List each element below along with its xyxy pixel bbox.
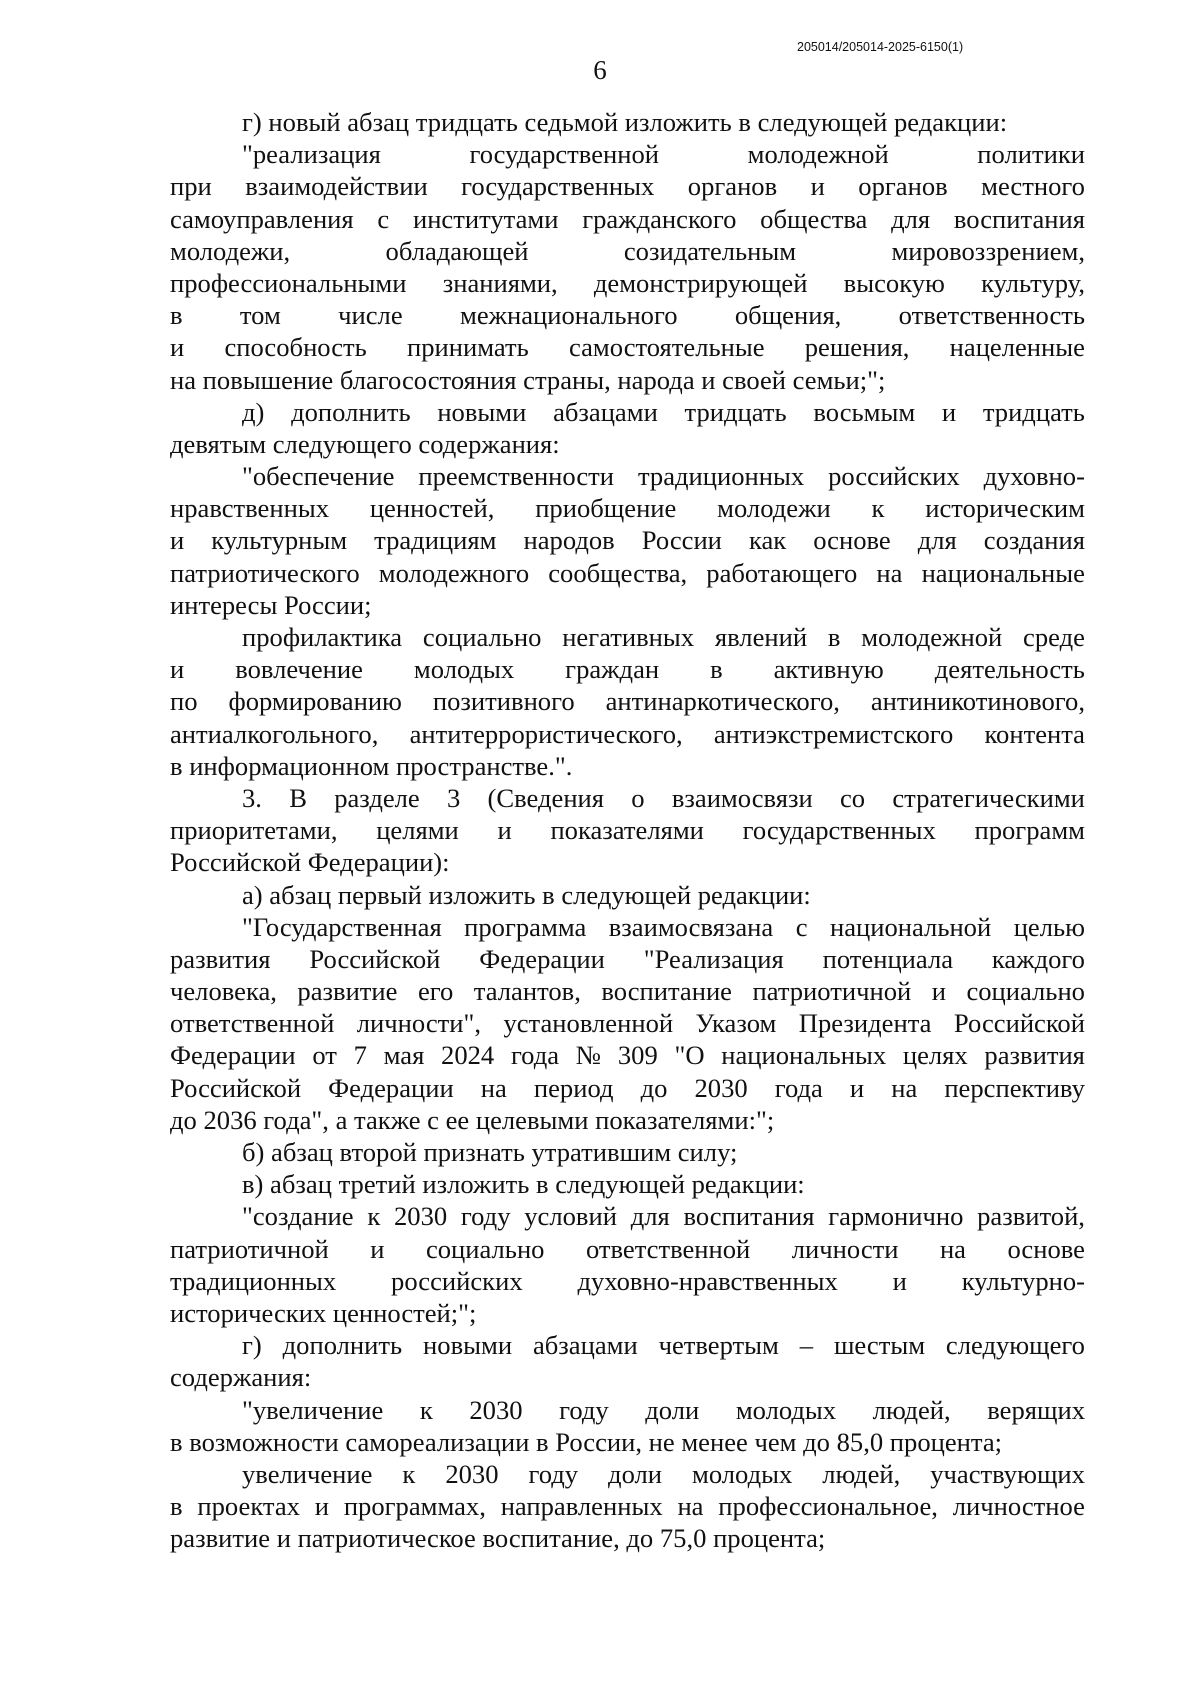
word: человека,: [170, 976, 277, 1007]
word: дополнить: [291, 396, 411, 427]
word: и: [941, 396, 957, 427]
word: способность: [224, 332, 367, 363]
word: со: [839, 782, 866, 813]
word: формированию: [228, 686, 402, 717]
word: восьмым: [813, 396, 916, 427]
word: преемственности: [418, 461, 615, 492]
word: людей,: [872, 1394, 951, 1425]
word: "увеличение: [242, 1394, 384, 1425]
text-line: на повышение благосостояния страны, народа и своей семьи;";: [170, 364, 886, 395]
word: взаимосвязана: [608, 911, 774, 942]
word: профессиональное,: [718, 1491, 938, 1522]
word: молодежи,: [170, 235, 291, 266]
word: российских: [828, 461, 960, 492]
word: историческим: [925, 493, 1085, 524]
word: абзацами: [553, 396, 658, 427]
word: развития: [170, 943, 271, 974]
word: антиалкогольного,: [170, 718, 379, 749]
text-line: [170, 685, 1085, 717]
word: антиэкстремистского: [713, 718, 954, 749]
text-line: [170, 331, 1085, 363]
word: институтами: [412, 203, 559, 234]
word: доли: [645, 1394, 700, 1425]
word: талантов,: [473, 976, 581, 1007]
word: явлений: [714, 622, 808, 652]
word: о: [631, 782, 645, 813]
word: абзацами: [532, 1330, 638, 1361]
word: органов: [858, 171, 948, 202]
text-line: Российской Федерации):: [170, 847, 450, 878]
word: 3.: [242, 782, 262, 813]
word: традиционных: [637, 461, 805, 492]
word: Федерации: [170, 1040, 296, 1071]
word: культуру,: [981, 267, 1085, 298]
word: государственной: [469, 139, 659, 170]
word: с: [795, 911, 808, 942]
text-line: [170, 299, 1085, 331]
word: и: [370, 1233, 385, 1264]
word: к: [367, 1201, 381, 1232]
word: Российской: [953, 1008, 1085, 1039]
word: социально: [966, 976, 1085, 1007]
text-line: [170, 492, 1085, 524]
word: нацеленные: [949, 332, 1085, 363]
word: приоритетами,: [170, 815, 338, 846]
word: на: [939, 1233, 966, 1264]
word: ответственной: [170, 1008, 335, 1039]
word: основе: [813, 525, 891, 556]
word: и: [170, 654, 185, 685]
word: проектах: [197, 1491, 300, 1522]
word: позитивного: [432, 686, 575, 717]
word: "обеспечение: [242, 461, 395, 492]
word: при: [170, 171, 212, 202]
word: 2030: [694, 1072, 748, 1103]
word: стратегическими: [892, 782, 1085, 813]
word: личностное: [952, 1491, 1085, 1522]
word: духовно-: [983, 461, 1085, 492]
word: Российской: [170, 1072, 302, 1103]
text-line: [170, 1200, 1085, 1232]
word: знаниями,: [442, 267, 558, 298]
word: как: [748, 525, 787, 556]
word: для: [891, 203, 931, 234]
word: том: [239, 300, 281, 331]
word: числе: [338, 300, 403, 331]
word: и: [497, 815, 512, 846]
text-line: [170, 170, 1085, 202]
word: духовно-нравственных: [577, 1265, 838, 1296]
word: установленной: [503, 1008, 674, 1039]
text-line: [170, 267, 1085, 299]
text-line: а) абзац первый изложить в следующей редакции:: [242, 879, 811, 910]
word: антиникотинового,: [870, 686, 1085, 717]
text-line: б) абзац второй признать утратившим силу;: [242, 1137, 738, 1167]
text-line: [170, 1039, 1085, 1071]
word: активную: [773, 654, 884, 685]
word: д): [242, 396, 265, 427]
word: "реализация: [242, 139, 381, 170]
word: программах,: [343, 1491, 486, 1522]
text-line: [170, 718, 1085, 750]
word: тридцать: [982, 396, 1085, 427]
word: нравственных: [170, 493, 329, 524]
text-line: в информационном пространстве.".: [170, 750, 573, 781]
text-line: интересы России;: [170, 589, 372, 620]
word: в: [170, 1491, 183, 1522]
word: доли: [608, 1458, 663, 1489]
word: общества: [760, 203, 868, 234]
page-number: 6: [593, 55, 607, 85]
word: целью: [1013, 911, 1085, 942]
word: взаимодействии: [245, 171, 428, 202]
word: условий: [524, 1201, 617, 1232]
word: культурным: [211, 525, 348, 556]
word: Указом: [695, 1008, 777, 1039]
word: деятельность: [934, 654, 1085, 685]
word: на: [891, 1072, 918, 1103]
word: года: [774, 1072, 823, 1103]
text-line: [170, 653, 1085, 685]
word: антинаркотического,: [605, 686, 840, 717]
word: граждан: [565, 654, 660, 685]
word: и: [314, 1491, 329, 1522]
word: среде: [1023, 622, 1085, 652]
word: решения,: [804, 332, 910, 363]
word: межнационального: [459, 300, 678, 331]
word: Президента: [798, 1008, 932, 1039]
word: №: [575, 1040, 602, 1071]
word: участвующих: [930, 1458, 1085, 1489]
word: контента: [984, 718, 1085, 749]
word: к: [402, 1458, 416, 1489]
word: 2030: [393, 1201, 448, 1232]
word: направленных: [500, 1491, 663, 1522]
word: политики: [977, 139, 1085, 170]
document-id: 205014/205014-2025-6150(1): [797, 40, 964, 54]
word: четвертым: [658, 1330, 779, 1361]
word: мая: [383, 1040, 425, 1071]
word: следующего: [945, 1330, 1085, 1361]
word: до: [640, 1072, 668, 1103]
word: местного: [981, 171, 1085, 202]
word: созидательным: [623, 235, 797, 266]
word: "О: [674, 1040, 705, 1071]
text-line: [170, 782, 1085, 814]
word: личности: [791, 1233, 899, 1264]
text-line: исторических ценностей;";: [170, 1297, 477, 1328]
word: профессиональными: [170, 267, 407, 298]
word: патриотичной: [170, 1233, 329, 1264]
word: ценностей,: [369, 493, 495, 524]
word: Федерации: [479, 943, 605, 974]
word: В: [289, 782, 307, 813]
word: вовлечение: [235, 654, 363, 685]
text-line: [170, 235, 1085, 267]
word: молодежи: [717, 493, 831, 524]
text-line: [170, 814, 1085, 846]
word: сообщества,: [548, 557, 688, 588]
word: патриотического: [170, 557, 360, 588]
text-line: [170, 975, 1085, 1007]
text-line: г) новый абзац тридцать седьмой изложить в следующей редакции:: [242, 107, 1008, 137]
word: обладающей: [385, 235, 529, 266]
word: культурно-: [961, 1265, 1085, 1296]
word: национальных: [721, 1040, 887, 1071]
word: ответственной: [585, 1233, 751, 1264]
word: "Государственная: [242, 911, 442, 942]
word: самоуправления: [170, 203, 354, 234]
text-line: [170, 1007, 1085, 1039]
text-line: [170, 460, 1085, 492]
word: в: [827, 622, 841, 652]
word: перспективу: [944, 1072, 1085, 1103]
text-line: девятым следующего содержания:: [170, 428, 560, 459]
text-line: [170, 1394, 1085, 1426]
word: на: [876, 557, 903, 588]
word: молодежной: [861, 622, 1003, 652]
word: гармонично: [828, 1201, 964, 1232]
word: общения,: [734, 300, 842, 331]
word: 2030: [445, 1458, 499, 1489]
word: и: [892, 1265, 907, 1296]
word: высокую: [843, 267, 945, 298]
word: самостоятельные: [568, 332, 765, 363]
word: развитие: [297, 976, 398, 1007]
word: органов: [687, 171, 778, 202]
text-line: [170, 911, 1085, 943]
word: личности",: [356, 1008, 482, 1039]
word: социально: [422, 622, 542, 652]
word: (Сведения: [487, 782, 605, 813]
word: 7: [353, 1040, 367, 1071]
word: на: [480, 1072, 507, 1103]
word: новыми: [437, 396, 527, 427]
word: воспитания: [953, 203, 1085, 234]
word: России: [641, 525, 722, 556]
text-line: в возможности самореализации в России, не менее чем до 85,0 процента;: [170, 1426, 1003, 1457]
word: увеличение: [242, 1458, 373, 1489]
text-line: [170, 1072, 1085, 1104]
word: молодых: [413, 654, 515, 685]
word: его: [417, 976, 454, 1007]
word: профилактика: [242, 622, 403, 652]
word: к: [419, 1394, 433, 1425]
word: 2024: [441, 1040, 495, 1071]
word: новыми: [423, 1330, 513, 1361]
text-line: [170, 138, 1085, 170]
text-line: [170, 557, 1085, 589]
word: традициям: [374, 525, 497, 556]
word: в: [710, 654, 723, 685]
word: антитеррористического,: [409, 718, 683, 749]
word: социально: [425, 1233, 545, 1264]
word: с: [377, 203, 390, 234]
word: к: [871, 493, 885, 524]
text-line: в) абзац третий изложить в следующей редакции:: [242, 1169, 805, 1200]
word: традиционных: [170, 1265, 337, 1296]
word: Российской: [309, 943, 441, 974]
word: в: [170, 300, 183, 331]
word: году: [460, 1201, 511, 1232]
word: российских: [391, 1265, 523, 1296]
word: каждого: [991, 943, 1085, 974]
word: от: [312, 1040, 337, 1071]
word: шестым: [833, 1330, 926, 1361]
word: и: [170, 525, 185, 556]
word: 2030: [469, 1394, 523, 1425]
word: программа: [464, 911, 587, 942]
word: принимать: [407, 332, 529, 363]
word: развитой,: [977, 1201, 1085, 1232]
word: работающего: [706, 557, 858, 588]
text-line: [170, 203, 1085, 235]
word: народов: [523, 525, 615, 556]
word: молодежного: [378, 557, 530, 588]
text-line: [170, 396, 1085, 428]
word: гражданского: [582, 203, 737, 234]
word: людей,: [822, 1458, 901, 1489]
word: тридцать: [684, 396, 787, 427]
word: году: [559, 1394, 609, 1425]
word: государственных: [742, 815, 936, 846]
word: 3: [447, 782, 461, 813]
word: "Реализация: [643, 943, 784, 974]
word: целями: [376, 815, 459, 846]
word: на: [677, 1491, 704, 1522]
word: создания: [983, 525, 1085, 556]
text-line: [170, 524, 1085, 556]
word: государственных: [461, 171, 655, 202]
word: период: [533, 1072, 614, 1103]
word: основе: [1007, 1233, 1085, 1264]
word: взаимосвязи: [671, 782, 813, 813]
word: году: [528, 1458, 579, 1489]
word: развития: [984, 1040, 1085, 1071]
word: и: [931, 976, 946, 1007]
word: и: [849, 1072, 865, 1103]
word: "создание: [242, 1201, 354, 1232]
word: программ: [974, 815, 1085, 846]
word: воспитание: [601, 976, 732, 1007]
word: патриотичной: [752, 976, 912, 1007]
text-line: [170, 1458, 1085, 1490]
word: демонстрирующей: [593, 267, 808, 298]
text-line: [170, 1265, 1085, 1297]
word: –: [799, 1330, 814, 1361]
word: молодых: [692, 1458, 793, 1489]
word: ответственность: [898, 300, 1085, 331]
word: потенциала: [822, 943, 954, 974]
word: 309: [617, 1040, 658, 1071]
text-line: до 2036 года", а также с ее целевыми показателями:";: [170, 1104, 775, 1135]
word: года: [510, 1040, 560, 1071]
word: мировоззрением,: [891, 235, 1085, 266]
text-line: [170, 621, 1085, 653]
word: молодых: [735, 1394, 837, 1425]
word: целях: [902, 1040, 968, 1071]
text-line: содержания:: [170, 1362, 312, 1393]
word: молодежной: [747, 139, 889, 170]
text-line: развитие и патриотическое воспитание, до 75,0 процента;: [170, 1523, 826, 1554]
text-line: [170, 943, 1085, 975]
text-line: [170, 1329, 1085, 1361]
word: приобщение: [535, 493, 677, 524]
word: и: [170, 332, 185, 363]
word: дополнить: [282, 1330, 403, 1361]
word: национальные: [921, 557, 1085, 588]
word: разделе: [334, 782, 420, 813]
word: верящих: [987, 1394, 1085, 1425]
word: для: [917, 525, 957, 556]
word: негативных: [562, 622, 695, 652]
word: г): [242, 1330, 262, 1361]
word: показателями: [550, 815, 704, 846]
word: Федерации: [328, 1072, 454, 1103]
word: национальной: [829, 911, 992, 942]
word: воспитания: [683, 1201, 815, 1232]
word: для: [630, 1201, 670, 1232]
word: и: [810, 171, 825, 202]
text-line: [170, 1233, 1085, 1265]
text-line: [170, 1490, 1085, 1522]
word: по: [170, 686, 198, 717]
document-body: [170, 106, 1085, 1554]
